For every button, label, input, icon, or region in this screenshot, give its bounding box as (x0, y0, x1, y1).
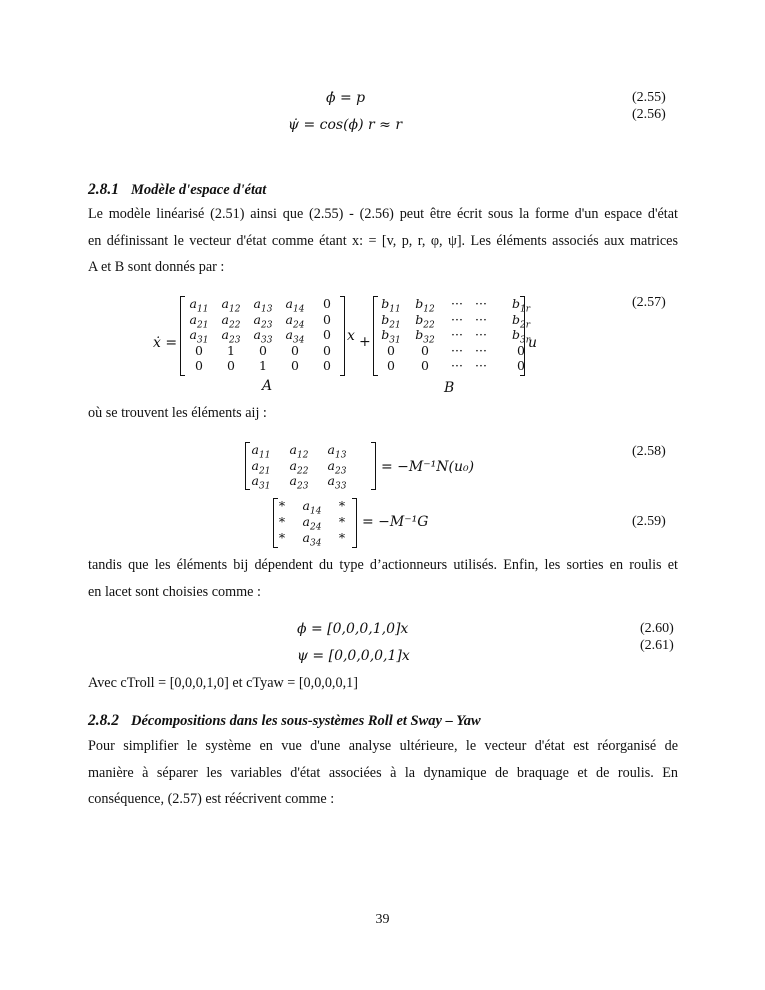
matrix-b-cell: ··· (451, 296, 463, 311)
matrix-b-cell: $b_{2r}$ (511, 311, 531, 331)
equation-2-60: ϕ = [0,0,0,1,0]x (297, 621, 409, 637)
bracket-right (371, 442, 376, 490)
matrix-a-cell: 0 (323, 296, 331, 311)
equation-number-2-59: (2.59) (632, 514, 666, 529)
matrix-b-cell: 0 (387, 358, 395, 374)
matrix-a-cell: $a_{22}$ (221, 311, 241, 331)
paragraph-line: A et B sont donnés par : (88, 259, 225, 275)
matrix-a-cell: $a_{31}$ (189, 327, 209, 346)
matrix-a-cell: 0 (291, 358, 299, 374)
matrix-a-label: A (262, 378, 273, 394)
matrix-a-cell: 0 (195, 342, 203, 358)
matrix-b-cell: ··· (475, 342, 487, 358)
x-symbol: x (347, 328, 355, 344)
matrix-a-cell: 0 (259, 342, 267, 358)
section-heading-2-8-2: 2.8.2 Décompositions dans les sous-systèmes Roll et Sway – Yaw (88, 712, 481, 729)
matrix-2-59-cell: $a_{34}$ (302, 530, 322, 549)
matrix-2-59-cell: * (338, 530, 346, 545)
matrix-2-58-cell: $a_{23}$ (327, 457, 347, 476)
matrix-a-cell: $a_{34}$ (285, 327, 305, 346)
matrix-a-cell: 0 (323, 327, 331, 343)
matrix-a-cell: $a_{21}$ (189, 311, 209, 331)
paragraph-line: en définissant le vecteur d'état comme étant x: = [v, p, r, φ, ψ]. Les éléments associés aux matrices (88, 233, 678, 249)
matrix-2-58-cell: $a_{33}$ (327, 473, 347, 492)
matrix-b-cell: 0 (421, 342, 429, 358)
matrix-2-59-cell: * (278, 530, 286, 545)
matrix-b-cell: 0 (421, 358, 429, 374)
matrix-b-cell: ··· (451, 358, 463, 374)
matrix-b-cell: $b_{22}$ (415, 311, 435, 331)
matrix-b-cell: $b_{31}$ (381, 327, 401, 346)
matrix-b-cell: $b_{3r}$ (511, 327, 531, 346)
matrix-a-cell: 0 (227, 358, 235, 374)
matrix-b-cell: ··· (451, 311, 463, 327)
matrix-a-cell: $a_{33}$ (253, 327, 273, 346)
plus-sign: + (359, 334, 371, 350)
matrix-a-cell: $a_{12}$ (221, 296, 241, 315)
matrix-b-cell: $b_{21}$ (381, 311, 401, 331)
matrix-b-cell: ··· (475, 311, 487, 327)
matrix-2-58-cell: $a_{12}$ (289, 442, 309, 461)
matrix-b-cell: 0 (387, 342, 395, 358)
matrix-2-59-cell: * (278, 498, 286, 513)
matrix-2-58-cell: $a_{23}$ (289, 473, 309, 492)
matrix-a-cell: 0 (323, 311, 331, 327)
matrix-2-58-cell: $a_{31}$ (251, 473, 271, 492)
matrix-b-cell: ··· (451, 342, 463, 358)
matrix-b-cell: $b_{11}$ (381, 296, 401, 315)
matrix-a-cell: $a_{24}$ (285, 311, 305, 331)
matrix-2-58-cell: $a_{21}$ (251, 457, 271, 476)
matrix-a-cell: $a_{23}$ (221, 327, 241, 346)
matrix-b-label: B (444, 380, 455, 396)
equation-2-61: ψ = [0,0,0,0,1]x (297, 648, 410, 664)
matrix-a-cell: $a_{13}$ (253, 296, 273, 315)
equation-number-2-61: (2.61) (640, 638, 674, 653)
equation-number-2-56: (2.56) (632, 107, 666, 122)
rhs-2-58: = −M⁻¹N(u₀) (381, 459, 475, 475)
matrix-a-cell: 1 (227, 342, 235, 358)
paragraph-line: en lacet sont choisies comme : (88, 584, 261, 600)
matrix-b-cell: ··· (475, 296, 487, 311)
equation-number-2-58: (2.58) (632, 444, 666, 459)
matrix-a-cell: $a_{14}$ (285, 296, 305, 315)
matrix-a-cell: 0 (323, 342, 331, 358)
paragraph-line: tandis que les éléments bij dépendent du type d’actionneurs utilisés. Enfin, les sorties en roulis et (88, 557, 678, 573)
matrix-b-cell: ··· (475, 358, 487, 374)
section-heading-2-8-1: 2.8.1 Modèle d'espace d'état (88, 181, 267, 198)
matrix-2-58-cell: $a_{22}$ (289, 457, 309, 476)
matrix-2-59-cell: $a_{24}$ (302, 514, 322, 533)
matrix-b-cell: $b_{32}$ (415, 327, 435, 346)
equation-number-2-60: (2.60) (640, 621, 674, 636)
matrix-2-59-cell: * (338, 498, 346, 513)
matrix-b-cell: 0 (517, 358, 525, 374)
output-vectors-line: Avec cTroll = [0,0,0,1,0] et cTyaw = [0,0,0,0,1] (88, 675, 358, 691)
paragraph-line: où se trouvent les éléments aij : (88, 405, 267, 421)
u-symbol: u (528, 335, 538, 351)
paragraph-line: manière à séparer les variables d'état associées à la dynamique de braquage et de roulis. En (88, 765, 678, 781)
equation-number-2-57: (2.57) (632, 295, 666, 310)
matrix-a-cell: 0 (323, 358, 331, 374)
matrix-2-58-cell: $a_{11}$ (251, 442, 271, 461)
paragraph-line: Le modèle linéarisé (2.51) ainsi que (2.55) - (2.56) peut être écrit sous la forme d'un espace d'état (88, 206, 678, 222)
matrix-a-cell: $a_{11}$ (189, 296, 209, 315)
matrix-2-58-cell: $a_{13}$ (327, 442, 347, 461)
matrix-b-cell: $b_{12}$ (415, 296, 435, 315)
matrix-2-59-cell: * (278, 514, 286, 529)
equation-2-55: ϕ̇ = p (326, 90, 366, 106)
matrix-2-59-cell: * (338, 514, 346, 529)
x-dot-lhs: ẋ = (153, 335, 178, 351)
paragraph-line: Pour simplifier le système en vue d'une analyse ultérieure, le vecteur d'état est réorganisé de (88, 738, 678, 754)
matrix-b-cell: $b_{1r}$ (511, 296, 531, 315)
equation-2-56: ψ̇ = cos(ϕ) r ≈ r (288, 117, 403, 133)
paragraph-line: conséquence, (2.57) est réécrivent comme : (88, 791, 335, 807)
rhs-2-59: = −M⁻¹G (362, 514, 429, 530)
matrix-a-cell: 1 (259, 358, 267, 374)
matrix-b-cell: ··· (475, 327, 487, 343)
matrix-a-cell: 0 (195, 358, 203, 374)
matrix-b-cell: 0 (517, 342, 525, 358)
equation-number-2-55: (2.55) (632, 90, 666, 105)
page-number: 39 (375, 912, 390, 927)
matrix-b-cell: ··· (451, 327, 463, 343)
matrix-2-59-cell: $a_{14}$ (302, 498, 322, 517)
matrix-a-cell: $a_{23}$ (253, 311, 273, 331)
matrix-a-cell: 0 (291, 342, 299, 358)
